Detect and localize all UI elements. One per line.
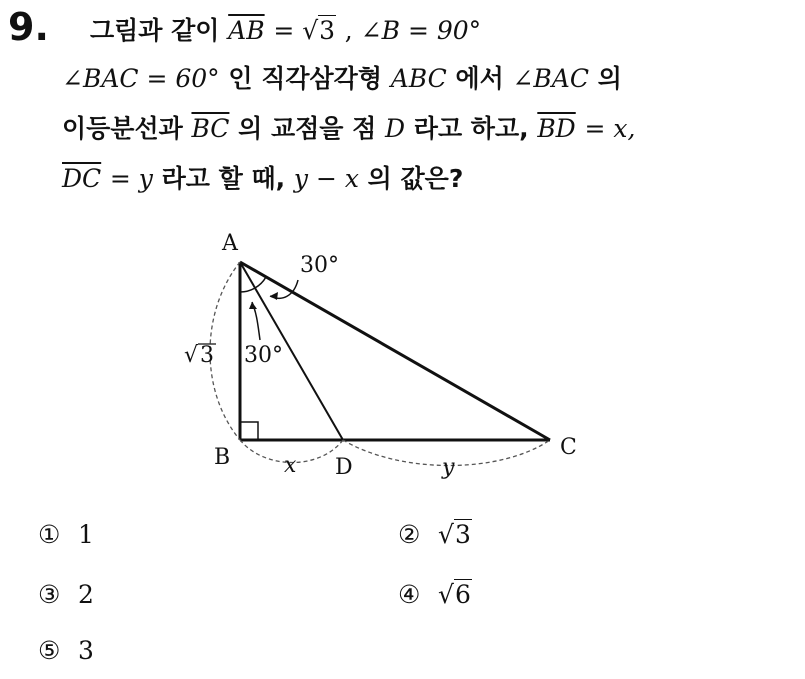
radicand: 3 (319, 16, 336, 45)
label-b: B (214, 445, 231, 470)
question-text: 에서 (455, 64, 513, 93)
radicand: 6 (454, 580, 471, 609)
label-y: y (442, 455, 455, 480)
question-line-2 (62, 62, 622, 96)
question-line-3 (62, 112, 635, 146)
choice-marker: ③ (38, 580, 61, 609)
choice-value: 2 (78, 580, 94, 609)
equals-x: = x, (584, 114, 636, 143)
question-text: 라고 할 때, (161, 164, 294, 193)
choice-marker: ⑤ (38, 636, 61, 665)
label-x: x (284, 453, 297, 478)
triangle-figure (170, 222, 610, 486)
choice-marker: ④ (398, 580, 421, 609)
side-ac (240, 262, 550, 440)
question-text: 이등분선과 (62, 114, 192, 143)
label-angle-mid: 30° (244, 343, 283, 368)
label-sqrt-symbol: √ (184, 343, 199, 368)
choice-3[interactable] (38, 578, 94, 612)
radicand: 3 (454, 520, 471, 549)
length-arc-ab (210, 262, 240, 440)
question-text: 그림과 같이 (90, 16, 229, 45)
question-number: 9. (8, 5, 49, 49)
choice-value: 1 (78, 520, 94, 549)
equals-y: = y (109, 164, 153, 193)
label-c: C (560, 435, 577, 460)
choice-value: 3 (78, 636, 94, 665)
point-d: D (385, 114, 406, 143)
choice-5[interactable] (38, 634, 94, 668)
label-d: D (335, 455, 353, 480)
question-text: 라고 하고, (413, 114, 538, 143)
choice-2[interactable] (398, 518, 472, 552)
segment-dc: $\overline{DC}$ (62, 164, 102, 193)
choice-marker: ① (38, 520, 61, 549)
right-angle-mark (240, 422, 258, 440)
choice-1[interactable] (38, 518, 94, 552)
angle-b: ∠B = 90° (360, 16, 482, 45)
question-text: 의 (597, 64, 622, 93)
angle-arc-bad (240, 288, 255, 292)
question-line-4 (62, 162, 463, 196)
question-line-1 (90, 14, 481, 48)
comma: , (344, 16, 361, 45)
label-angle-top: 30° (300, 253, 339, 278)
arrow-icon (270, 292, 278, 300)
choice-value: √6 (438, 580, 471, 609)
question-text: 의 값은? (367, 164, 464, 193)
angle-bac: ∠BAC (512, 64, 589, 93)
question-text: 의 교점을 점 (238, 114, 386, 143)
label-root3: 3 (200, 343, 214, 368)
choice-marker: ② (398, 520, 421, 549)
y-minus-x: y − x (293, 164, 359, 193)
angle-bac: ∠BAC = 60° (62, 64, 220, 93)
angle-arc-dac (255, 277, 266, 288)
segment-ab: $\overline{AB}$ (228, 16, 265, 45)
triangle-diagram (170, 222, 610, 482)
choice-4[interactable] (398, 578, 472, 612)
choice-value: √3 (438, 520, 471, 549)
question-text: 인 직각삼각형 (228, 64, 391, 93)
triangle-abc: ABC (390, 64, 447, 93)
sqrt-expression: √3 (302, 16, 336, 45)
equals-sign: = (273, 16, 303, 45)
label-a: A (222, 231, 238, 256)
segment-bd: $\overline{BD}$ (537, 114, 576, 143)
segment-bc: $\overline{BC}$ (191, 114, 230, 143)
